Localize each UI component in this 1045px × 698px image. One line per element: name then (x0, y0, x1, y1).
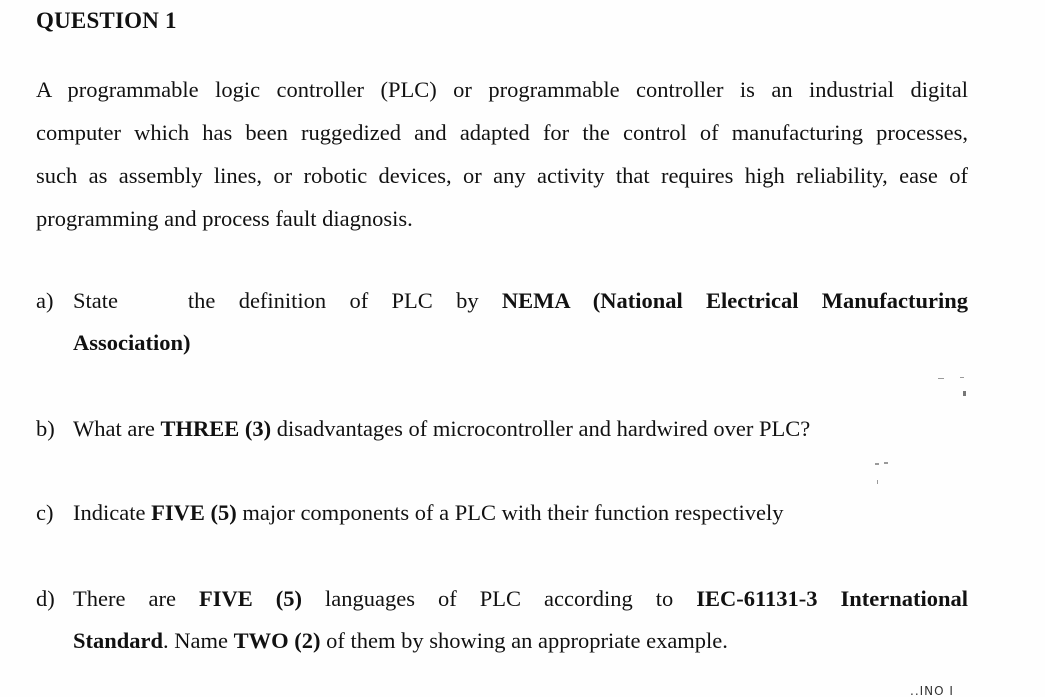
question-line (73, 578, 968, 620)
intro-line: programming and process fault diagnosis. (36, 206, 413, 231)
footer-scribble: ..INO I (910, 684, 954, 698)
scan-artifact (877, 480, 878, 484)
question-line (73, 620, 968, 662)
question-bold-text: FIVE (5) (198, 586, 302, 611)
scan-artifact (884, 462, 888, 464)
question-a (36, 280, 968, 364)
question-bold-text: Standard (73, 628, 164, 653)
question-bold-text: THREE (3) (160, 416, 272, 441)
question-line (73, 408, 968, 450)
scan-artifact (963, 391, 966, 396)
question-d (36, 578, 968, 662)
question-bold-text: FIVE (5) (151, 500, 237, 525)
question-c (36, 492, 968, 534)
intro-paragraph (36, 68, 968, 240)
question-marker: b) (36, 416, 55, 441)
question-text: disadvantages of microcontroller and hardwired over PLC? (276, 416, 811, 441)
question-line (73, 280, 968, 322)
question-bold-text: IEC-61131-3 International (696, 586, 969, 611)
question-text: There are (73, 586, 176, 611)
intro-line: A programmable logic controller (PLC) or programmable controller is an industrial digital (36, 77, 968, 102)
question-bold-text: Association) (73, 330, 191, 355)
scan-artifact (960, 377, 964, 378)
question-marker: c) (36, 500, 54, 525)
question-text: the definition of PLC by (187, 288, 479, 313)
question-line (73, 492, 968, 534)
question-text: State (73, 288, 118, 313)
question-text: of them by showing an appropriate example. (326, 628, 728, 653)
question-heading: QUESTION 1 (36, 8, 177, 33)
question-b (36, 408, 968, 450)
intro-line: such as assembly lines, or robotic devices, or any activity that requires high reliability, ease of (36, 163, 968, 188)
intro-line: computer which has been ruggedized and adapted for the control of manufacturing processes, (36, 120, 968, 145)
question-line (73, 322, 968, 364)
question-bold-text: TWO (2) (233, 628, 321, 653)
question-text: . Name (163, 628, 229, 653)
scan-artifact (875, 463, 879, 465)
question-marker: d) (36, 586, 55, 611)
question-text: Indicate (73, 500, 146, 525)
question-text: What are (73, 416, 155, 441)
scan-artifact (938, 378, 944, 379)
question-marker: a) (36, 288, 54, 313)
question-text: major components of a PLC with their function respectively (242, 500, 784, 525)
question-text: languages of PLC according to (324, 586, 674, 611)
question-bold-text: NEMA (National Electrical Manufacturing (501, 288, 969, 313)
